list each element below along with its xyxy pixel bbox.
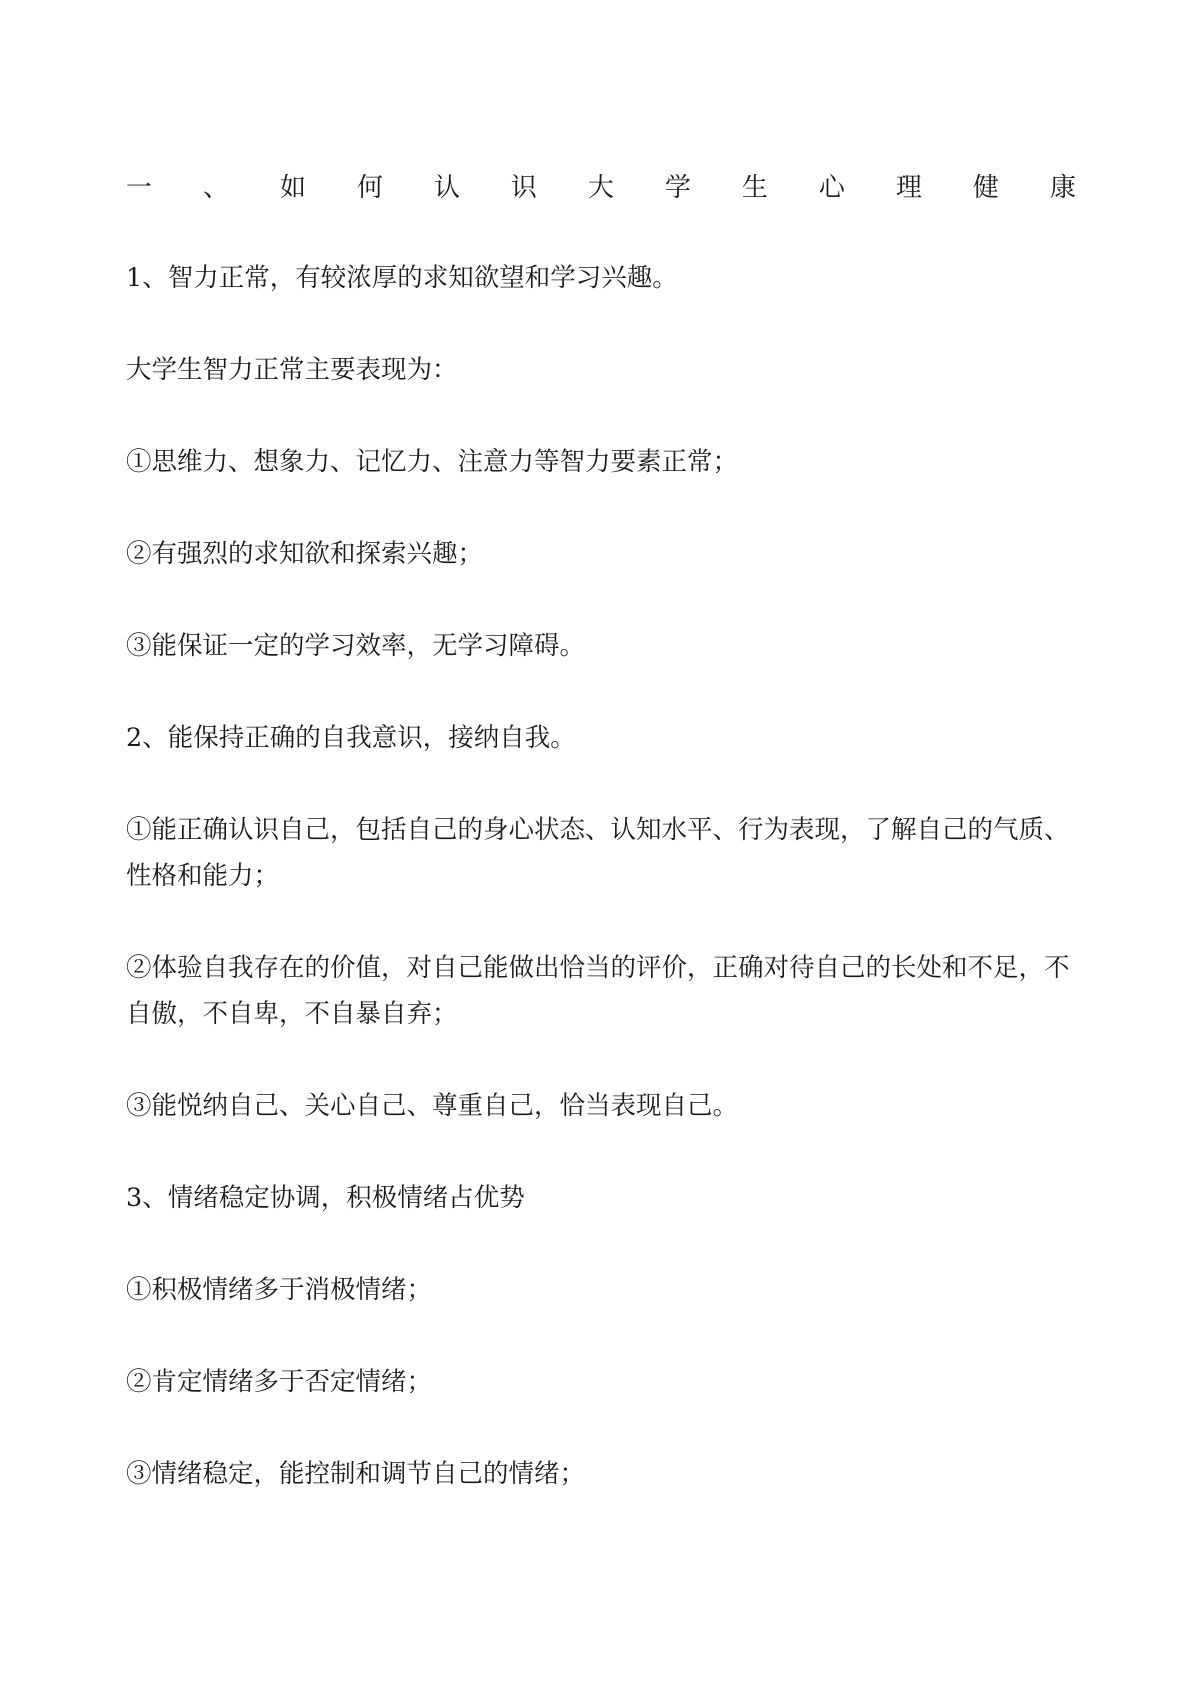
title-char: 康 — [1049, 173, 1076, 203]
title-char: 大 — [587, 173, 614, 203]
page-title — [126, 168, 1076, 208]
title-char: 生 — [741, 173, 768, 203]
title-char: 、 — [202, 173, 229, 203]
title-char: 学 — [664, 173, 691, 203]
paragraph-intellect-item-1: ①思维力、想象力、记忆力、注意力等智力要素正常； — [126, 447, 739, 477]
title-char: 何 — [356, 173, 383, 203]
title-char: 心 — [818, 173, 845, 203]
title-char: 理 — [895, 173, 922, 203]
paragraph-self-item-1: ①能正确认识自己，包括自己的身心状态、认知水平、行为表现，了解自己的气质、性格和能力； — [126, 815, 1070, 891]
paragraph-self-item-3: ③能悦纳自己、关心自己、尊重自己，恰当表现自己。 — [126, 1091, 739, 1121]
title-char: 识 — [510, 173, 537, 203]
paragraph-intellect-intro: 大学生智力正常主要表现为： — [126, 355, 458, 385]
paragraph-intellect-item-2: ②有强烈的求知欲和探索兴趣； — [126, 539, 484, 569]
paragraph-emotion-item-3: ③情绪稳定，能控制和调节自己的情绪； — [126, 1459, 586, 1489]
title-char: 健 — [972, 173, 999, 203]
title-char: 认 — [433, 173, 460, 203]
title-char: 如 — [279, 173, 306, 203]
paragraph-emotion-item-1: ①积极情绪多于消极情绪； — [126, 1275, 433, 1305]
paragraph-emotion-heading: 3、情绪稳定协调，积极情绪占优势 — [126, 1183, 525, 1213]
document-body — [126, 255, 1078, 1497]
paragraph-self-heading: 2、能保持正确的自我意识，接纳自我。 — [126, 723, 576, 753]
paragraph-intellect-heading: 1、智力正常，有较浓厚的求知欲望和学习兴趣。 — [126, 263, 678, 293]
paragraph-emotion-item-2: ②肯定情绪多于否定情绪； — [126, 1367, 433, 1397]
paragraph-intellect-item-3: ③能保证一定的学习效率，无学习障碍。 — [126, 631, 586, 661]
title-char: 一 — [126, 173, 153, 203]
paragraph-self-item-2: ②体验自我存在的价值，对自己能做出恰当的评价，正确对待自己的长处和不足，不自傲，不自卑，不自暴自弃； — [126, 953, 1070, 1029]
